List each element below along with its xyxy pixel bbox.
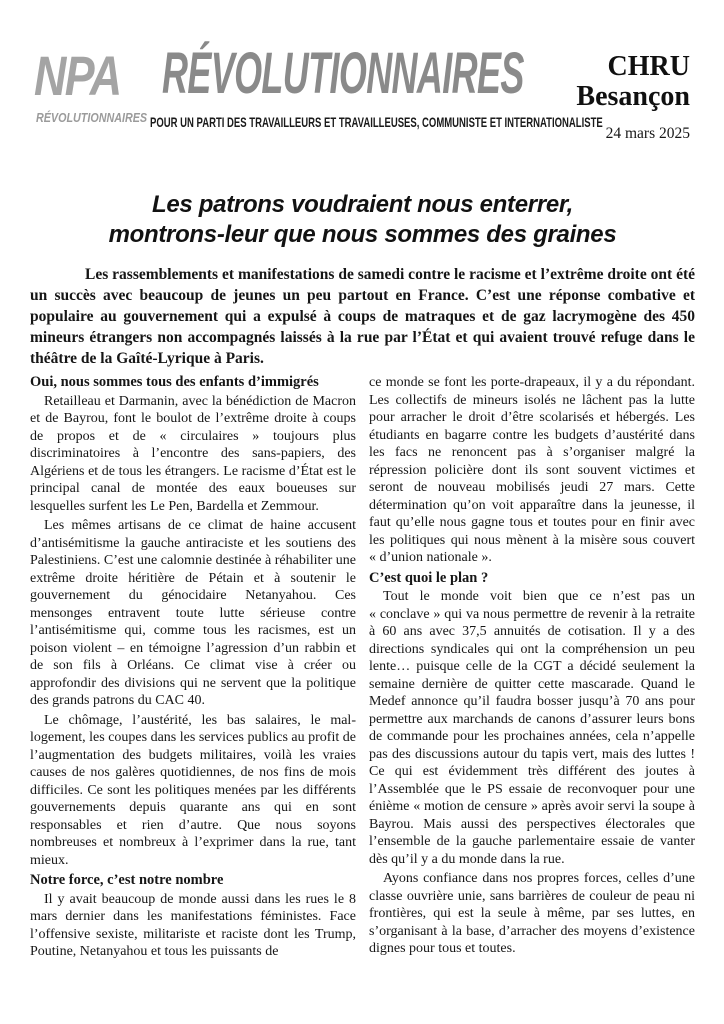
paragraph: Le chômage, l’austérité, les bas salaires, le mal-logement, les coupes dans les services publics au profit de l’augmentation des budgets militaires, voilà les vraies causes de nos galères quotidiennes, de nos fins de mois difficiles. Ce sont les politiques menées par les différents gouvernements depuis quarante ans qui en sont responsables et rien d’autre. Que nous soyons nombreuses et nombreux à l’exprimer dans la rue, tant mieux. xyxy=(30,712,356,868)
npa-logo-subtitle: RÉVOLUTIONNAIRES xyxy=(36,111,148,125)
paragraph: Retailleau et Darmanin, avec la bénédiction de Macron et de Bayrou, font le boulot de l’extrême droite à coups de propos et de « circulaires » toujours plus discriminatoires à l’encontre des sans-papiers, des Algériens et de tous les étrangers. Le racisme d’État est le principal canal de montée des eaux boueuses sur lesquelles surfent les Le Pen, Bardella et Zemmour. xyxy=(30,393,356,514)
headline xyxy=(30,190,695,250)
paragraph: Il y avait beaucoup de monde aussi dans les rues le 8 mars dernier dans les manifestations féministes. Face l’offensive sexiste, militariste et raciste dont les Trump, Poutine, Netanyahou et tous les puissants de xyxy=(30,891,356,959)
edition-location-line1: CHRU xyxy=(607,51,690,82)
edition-date: 24 mars 2025 xyxy=(605,125,690,142)
masthead-tagline: POUR UN PARTI DES TRAVAILLEURS ET TRAVAILLEUSES, COMMUNISTE ET INTERNATIONALISTE xyxy=(150,114,603,130)
masthead xyxy=(0,0,724,175)
headline-line2: montrons-leur que nous sommes des graines xyxy=(108,221,617,248)
lede-paragraph: Les rassemblements et manifestations de samedi contre le racisme et l’extrême droite ont été un succès avec beaucoup de jeunes un peu partout en France. C’est une réponse combative et populaire au gouvernement qui a expulsé à coups de matraques et de gaz lacrymogène des 450 mineurs étrangers non accompagnés laissés à la rue par l’État et qui avaient trouvé refuge dans le théâtre de la Gaîté-Lyrique à Paris. xyxy=(30,266,695,367)
paragraph: Ayons confiance dans nos propres forces, celles d’une classe ouvrière unie, sans barrières de couleur de peau ni frontières, qui est la seule à même, par ses luttes, en s’organisant à la base, d’arracher des moyens d’existence dignes pour tous et toutes. xyxy=(369,871,695,956)
masthead-title: RÉVOLUTIONNAIRES xyxy=(162,41,524,106)
edition-location-line2: Besançon xyxy=(576,81,690,112)
right-column xyxy=(369,374,695,963)
article-body xyxy=(30,190,695,963)
section-heading: C’est quoi le plan ? xyxy=(369,569,489,586)
npa-logo: NPA xyxy=(34,44,121,107)
paragraph: Tout le monde voit bien que ce n’est pas un « conclave » qui va nous permettre de revenir à la retraite à 60 ans avec 37,5 annuités de cotisation. Il y a des directions syndicales qui ont la compréhension un peu lente… puisque celle de la CGT a décidé seulement la semaine dernière de quitter cette mascarade. Quand le Medef annonce qu’il faudra bosser jusqu’à 70 ans pour permettre aux marchands de canons d’assurer leurs bons de commande pour les prochaines années, cela n’appelle pas des discussions autour du tapis vert, mais des luttes ! Ce qui est évidemment très différent des joutes à l’Assemblée que le PS essaie de reconvoquer pour une énième « motion de censure » après avoir servi la soupe à Bayrou. Mais aussi des perspectives électorales que l’ensemble de la gauche parlementaire essaie de vanter dès qu’il y a du monde dans la rue. xyxy=(369,589,695,867)
left-column xyxy=(30,374,356,963)
edition-block xyxy=(576,52,690,143)
section-heading: Notre force, c’est notre nombre xyxy=(30,872,224,888)
paragraph-continuation: ce monde se font les porte-drapeaux, il y a du répondant. Les collectifs de mineurs isolés ne lâchent pas la lutte pour arracher le droit d’être scolarisés et hébergés. Les étudiants en bagarre contre les budgets d’austérité dans les facs ne renoncent pas à s’organiser malgré la répression policière dont ils sont souvent victimes et seront de nouveau mobilisés jeudi 27 mars. Cette détermination qu’on voit apparaître dans la jeunesse, il faut qu’elle nous gagne tous et toutes pour en finir avec les politiques qui nous mènent à la misère sous couvert « d’union nationale ». xyxy=(369,375,695,565)
two-column-text xyxy=(30,374,695,963)
paragraph: Les mêmes artisans de ce climat de haine accusent d’antisémitisme la gauche antiraciste et les soutiens des Palestiniens. C’est une calomnie destinée à réhabiliter une extrême droite héritière de Pétain et à soutenir le gouvernement du génocidaire Netanyahou. Ces mensonges entravent toute lutte sérieuse contre l’antisémitisme qui, comme tous les racismes, est un poison violent – en témoigne l’agression d’un rabbin et de son fils à Orléans. Ce climat vise à créer ou approfondir des divisions qui ne servent que la politique des grands patrons du CAC 40. xyxy=(30,518,356,708)
section-heading: Oui, nous sommes tous des enfants d’immigrés xyxy=(30,374,319,390)
headline-line1: Les patrons voudraient nous enterrer, xyxy=(151,191,573,218)
